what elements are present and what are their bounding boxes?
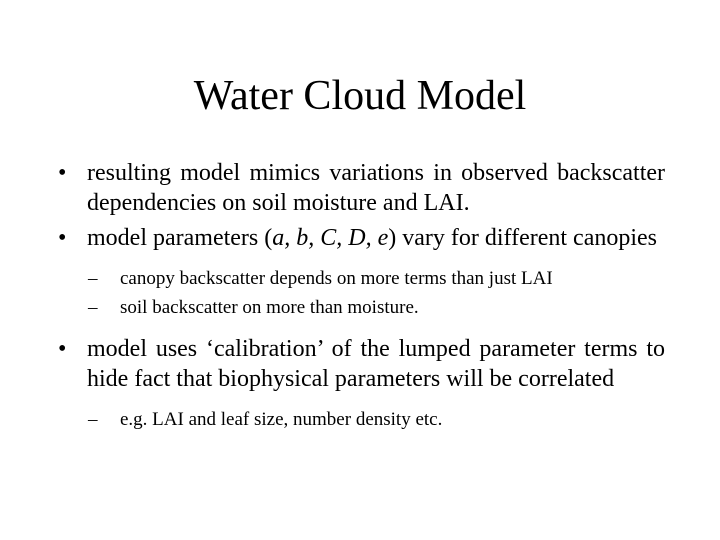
sub-bullet-item: [55, 408, 665, 432]
sub-bullet-item: [55, 267, 665, 291]
bullet-text-post: ) vary for different canopies: [388, 225, 658, 251]
bullet-text: model uses ‘calibration’ of the lumped parameter terms to hide fact that biophysical parameters will be correlated: [87, 336, 665, 392]
dash-icon: –: [88, 409, 98, 430]
sub-bullet-text: e.g. LAI and leaf size, number density etc.: [120, 409, 443, 430]
sub-bullet-text: canopy backscatter depends on more terms than just LAI: [120, 268, 553, 289]
bullet-item: [55, 223, 665, 253]
bullet-params: a, b, C, D, e: [272, 225, 389, 251]
bullet-text: resulting model mimics variations in observed backscatter dependencies on soil moisture and LAI.: [87, 160, 665, 216]
sub-bullet-item: [55, 296, 665, 320]
bullet-icon: •: [58, 336, 67, 362]
dash-icon: –: [88, 268, 98, 289]
dash-icon: –: [88, 297, 98, 318]
bullet-icon: •: [58, 225, 67, 251]
slide-body: [55, 158, 665, 432]
bullet-icon: •: [58, 160, 67, 186]
sub-bullet-text: soil backscatter on more than moisture.: [120, 297, 419, 318]
bullet-item: [55, 158, 665, 218]
bullet-text-pre: model parameters (: [87, 225, 273, 251]
slide-title: Water Cloud Model: [193, 73, 527, 119]
bullet-item: [55, 334, 665, 394]
